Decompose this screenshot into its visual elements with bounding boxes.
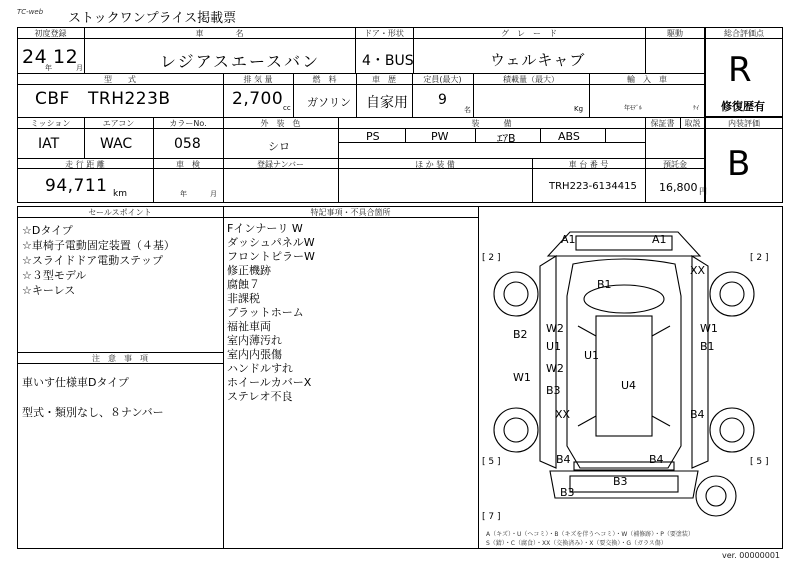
sales-point-item: ☆３型モデル — [22, 269, 87, 282]
label-import: 輸 入 車 — [627, 75, 667, 84]
legend-line-1: A（キズ）・U（ヘコミ）・B（キズを伴うヘコミ）・W（補修跡）・P（要塗装） — [486, 531, 694, 538]
capacity-value: 9 — [438, 92, 447, 108]
mark-b4-a: B4 — [556, 453, 571, 466]
sales-point-item: ☆キーレス — [22, 284, 76, 297]
label-chassis: 車 台 番 号 — [568, 160, 609, 169]
note-item: 車いす仕様車Dタイプ — [22, 376, 129, 389]
label-fuel: 燃 料 — [312, 75, 337, 84]
special-item: ホイールカバーX — [227, 376, 312, 389]
logo-text: TC-web — [17, 8, 44, 16]
version-label: ver. 00000001 — [722, 551, 781, 560]
label-car-name: 車 名 — [195, 29, 244, 38]
fuel-value: ガソリン — [307, 96, 351, 109]
equipment-abs: ABS — [558, 130, 580, 143]
mark-b4-b: B4 — [649, 453, 664, 466]
equipment-airbag: ｴｱB — [497, 132, 516, 145]
label-loading: 積載量（最大） — [503, 75, 559, 84]
label-interior-grade: 内装評価 — [728, 119, 760, 128]
label-special: 特記事項・不具合箇所 — [310, 208, 391, 217]
overall-grade-value: R — [728, 50, 752, 90]
bracket-right-top: [ 2 ] — [750, 253, 769, 263]
label-capacity: 定員(最大) — [423, 75, 462, 84]
label-drive: 駆動 — [667, 29, 683, 38]
mark-a1-right: A1 — [652, 233, 667, 246]
mission-value: IAT — [38, 136, 60, 152]
equipment-pw: PW — [431, 130, 449, 143]
special-item: プラットホーム — [227, 306, 304, 319]
deposit-value: 16,800 — [659, 181, 698, 194]
legend-line-2: S（錆）・C（腐食）・XX（交換済み）・X（要交換）・G（ガラス傷） — [486, 540, 667, 547]
right-side-outline — [692, 256, 708, 468]
wheel-rear-left — [494, 408, 538, 452]
sales-point-item: ☆Dタイプ — [22, 224, 73, 237]
mark-b4-right: B4 — [690, 408, 705, 421]
km-unit: km — [113, 189, 127, 199]
mark-w1-left: W1 — [513, 371, 531, 384]
aircon-value: WAC — [100, 136, 133, 152]
bracket-left-bottom: [ 7 ] — [482, 512, 501, 522]
sales-point-item: ☆車椅子電動固定装置（４基） — [22, 239, 175, 252]
wheel-front-left — [494, 272, 538, 316]
special-item: ハンドルすれ — [227, 362, 293, 375]
sales-point-item: ☆スライドドア電動ステップ — [22, 254, 163, 267]
month-mark: 月 — [76, 64, 83, 72]
note-item: 型式・類別なし、８ナンバー — [22, 406, 164, 419]
wheel-spare — [696, 476, 736, 516]
inspection-year-mark: 年 — [180, 190, 187, 198]
first-reg-month: 12 — [53, 46, 79, 68]
mark-u1-a: U1 — [546, 340, 562, 353]
model-year-label: 年ﾓﾃﾞﾙ — [624, 105, 643, 112]
label-manual: 取説 — [684, 119, 701, 128]
bracket-left-mid: [ 5 ] — [482, 457, 501, 467]
use-value: 自家用 — [366, 95, 408, 111]
label-overall-grade: 総合評価点 — [724, 29, 764, 38]
label-sales-points: セールスポイント — [88, 208, 152, 217]
mark-u1-mid: U1 — [584, 349, 600, 362]
bracket-right-mid: [ 5 ] — [750, 457, 769, 467]
mark-w2-a: W2 — [546, 322, 564, 335]
mark-b1-right: B1 — [700, 340, 715, 353]
page-title: ストックワンプライス掲載票 — [68, 11, 237, 26]
logo — [17, 8, 65, 22]
mark-b3-a: B3 — [546, 384, 561, 397]
mileage-value: 94,711 — [45, 176, 108, 196]
special-item: Fインナーリ W — [227, 222, 303, 235]
year-mark: 年 — [45, 64, 52, 72]
special-item: 修正機跡 — [227, 264, 271, 277]
wheel-front-right — [710, 272, 754, 316]
label-ext-color: 外 装 色 — [260, 119, 301, 128]
wheel-rear-right — [710, 408, 754, 452]
special-item: ステレオ不良 — [227, 390, 293, 403]
spec-grid — [17, 27, 705, 203]
label-deposit: 預託金 — [663, 160, 687, 169]
label-equipment: 装 備 — [471, 119, 512, 128]
special-item: 非課税 — [227, 292, 260, 305]
yen-unit: 円 — [699, 187, 707, 196]
label-notes: 注 意 事 項 — [92, 354, 148, 363]
mark-w1-right: W1 — [700, 322, 718, 335]
people-unit: 名 — [464, 106, 471, 114]
mark-b1: B1 — [597, 278, 612, 291]
label-aircon: エアコン — [102, 119, 135, 128]
label-inspection: 車 検 — [176, 160, 200, 169]
special-item: 福祉車両 — [227, 320, 271, 333]
mark-b3-b: B3 — [613, 475, 628, 488]
special-item: フロントピラーW — [227, 250, 315, 263]
label-warranty: 保証書 — [650, 119, 675, 128]
label-first-reg: 初度登録 — [34, 29, 67, 38]
mark-w2-b: W2 — [546, 362, 564, 375]
top-view-outline — [567, 259, 681, 468]
special-item: 腐蝕７ — [227, 278, 260, 291]
car-name-value: レジアスエースバン — [160, 52, 321, 71]
label-color-no: カラーNo. — [169, 119, 207, 128]
label-model: 型 式 — [104, 75, 136, 84]
bracket-left-top: [ 2 ] — [482, 253, 501, 263]
label-use: 車 歴 — [372, 75, 396, 84]
chassis-value: TRH223-6134415 — [549, 181, 637, 192]
label-mission: ミッション — [30, 119, 71, 128]
kg-unit: Kg — [574, 105, 584, 113]
special-item: 室内内張傷 — [227, 348, 282, 361]
color-no-value: 058 — [174, 136, 201, 152]
cc-unit: cc — [283, 104, 291, 112]
kei-label: ｹｲ — [693, 105, 700, 112]
equipment-ps: PS — [366, 130, 380, 143]
model-code-value: TRH223B — [88, 89, 171, 109]
mark-u4: U4 — [621, 379, 637, 392]
ext-color-value: シロ — [268, 140, 290, 153]
model-value: CBF — [35, 89, 70, 109]
mark-xx-right: XX — [690, 264, 706, 277]
label-grade: グ レ ー ド — [501, 29, 557, 38]
door-value: 4・BUS — [362, 53, 414, 69]
mark-a1-left: A1 — [561, 233, 576, 246]
grade-value: ウェルキャブ — [490, 51, 586, 69]
interior-grade-value: B — [727, 144, 751, 184]
repair-history-label: 修復歴有 — [721, 100, 765, 113]
special-item: 室内薄汚れ — [227, 334, 282, 347]
mark-b2: B2 — [513, 328, 528, 341]
inspection-month-mark: 月 — [210, 190, 217, 198]
first-reg-year: 24 — [22, 46, 48, 68]
displacement-value: 2,700 — [232, 89, 284, 109]
label-other-equip: ほ か 装 備 — [415, 160, 455, 169]
mark-xx-left: XX — [555, 408, 571, 421]
label-displacement: 排 気 量 — [243, 75, 273, 84]
label-door: ドア・形状 — [364, 29, 404, 38]
mark-b3-c: B3 — [560, 486, 575, 499]
damage-diagram — [478, 206, 783, 549]
special-item: ダッシュパネルW — [227, 236, 315, 249]
label-reg-number: 登録ナンバー — [256, 160, 305, 169]
label-mileage: 走 行 距 離 — [65, 160, 105, 169]
